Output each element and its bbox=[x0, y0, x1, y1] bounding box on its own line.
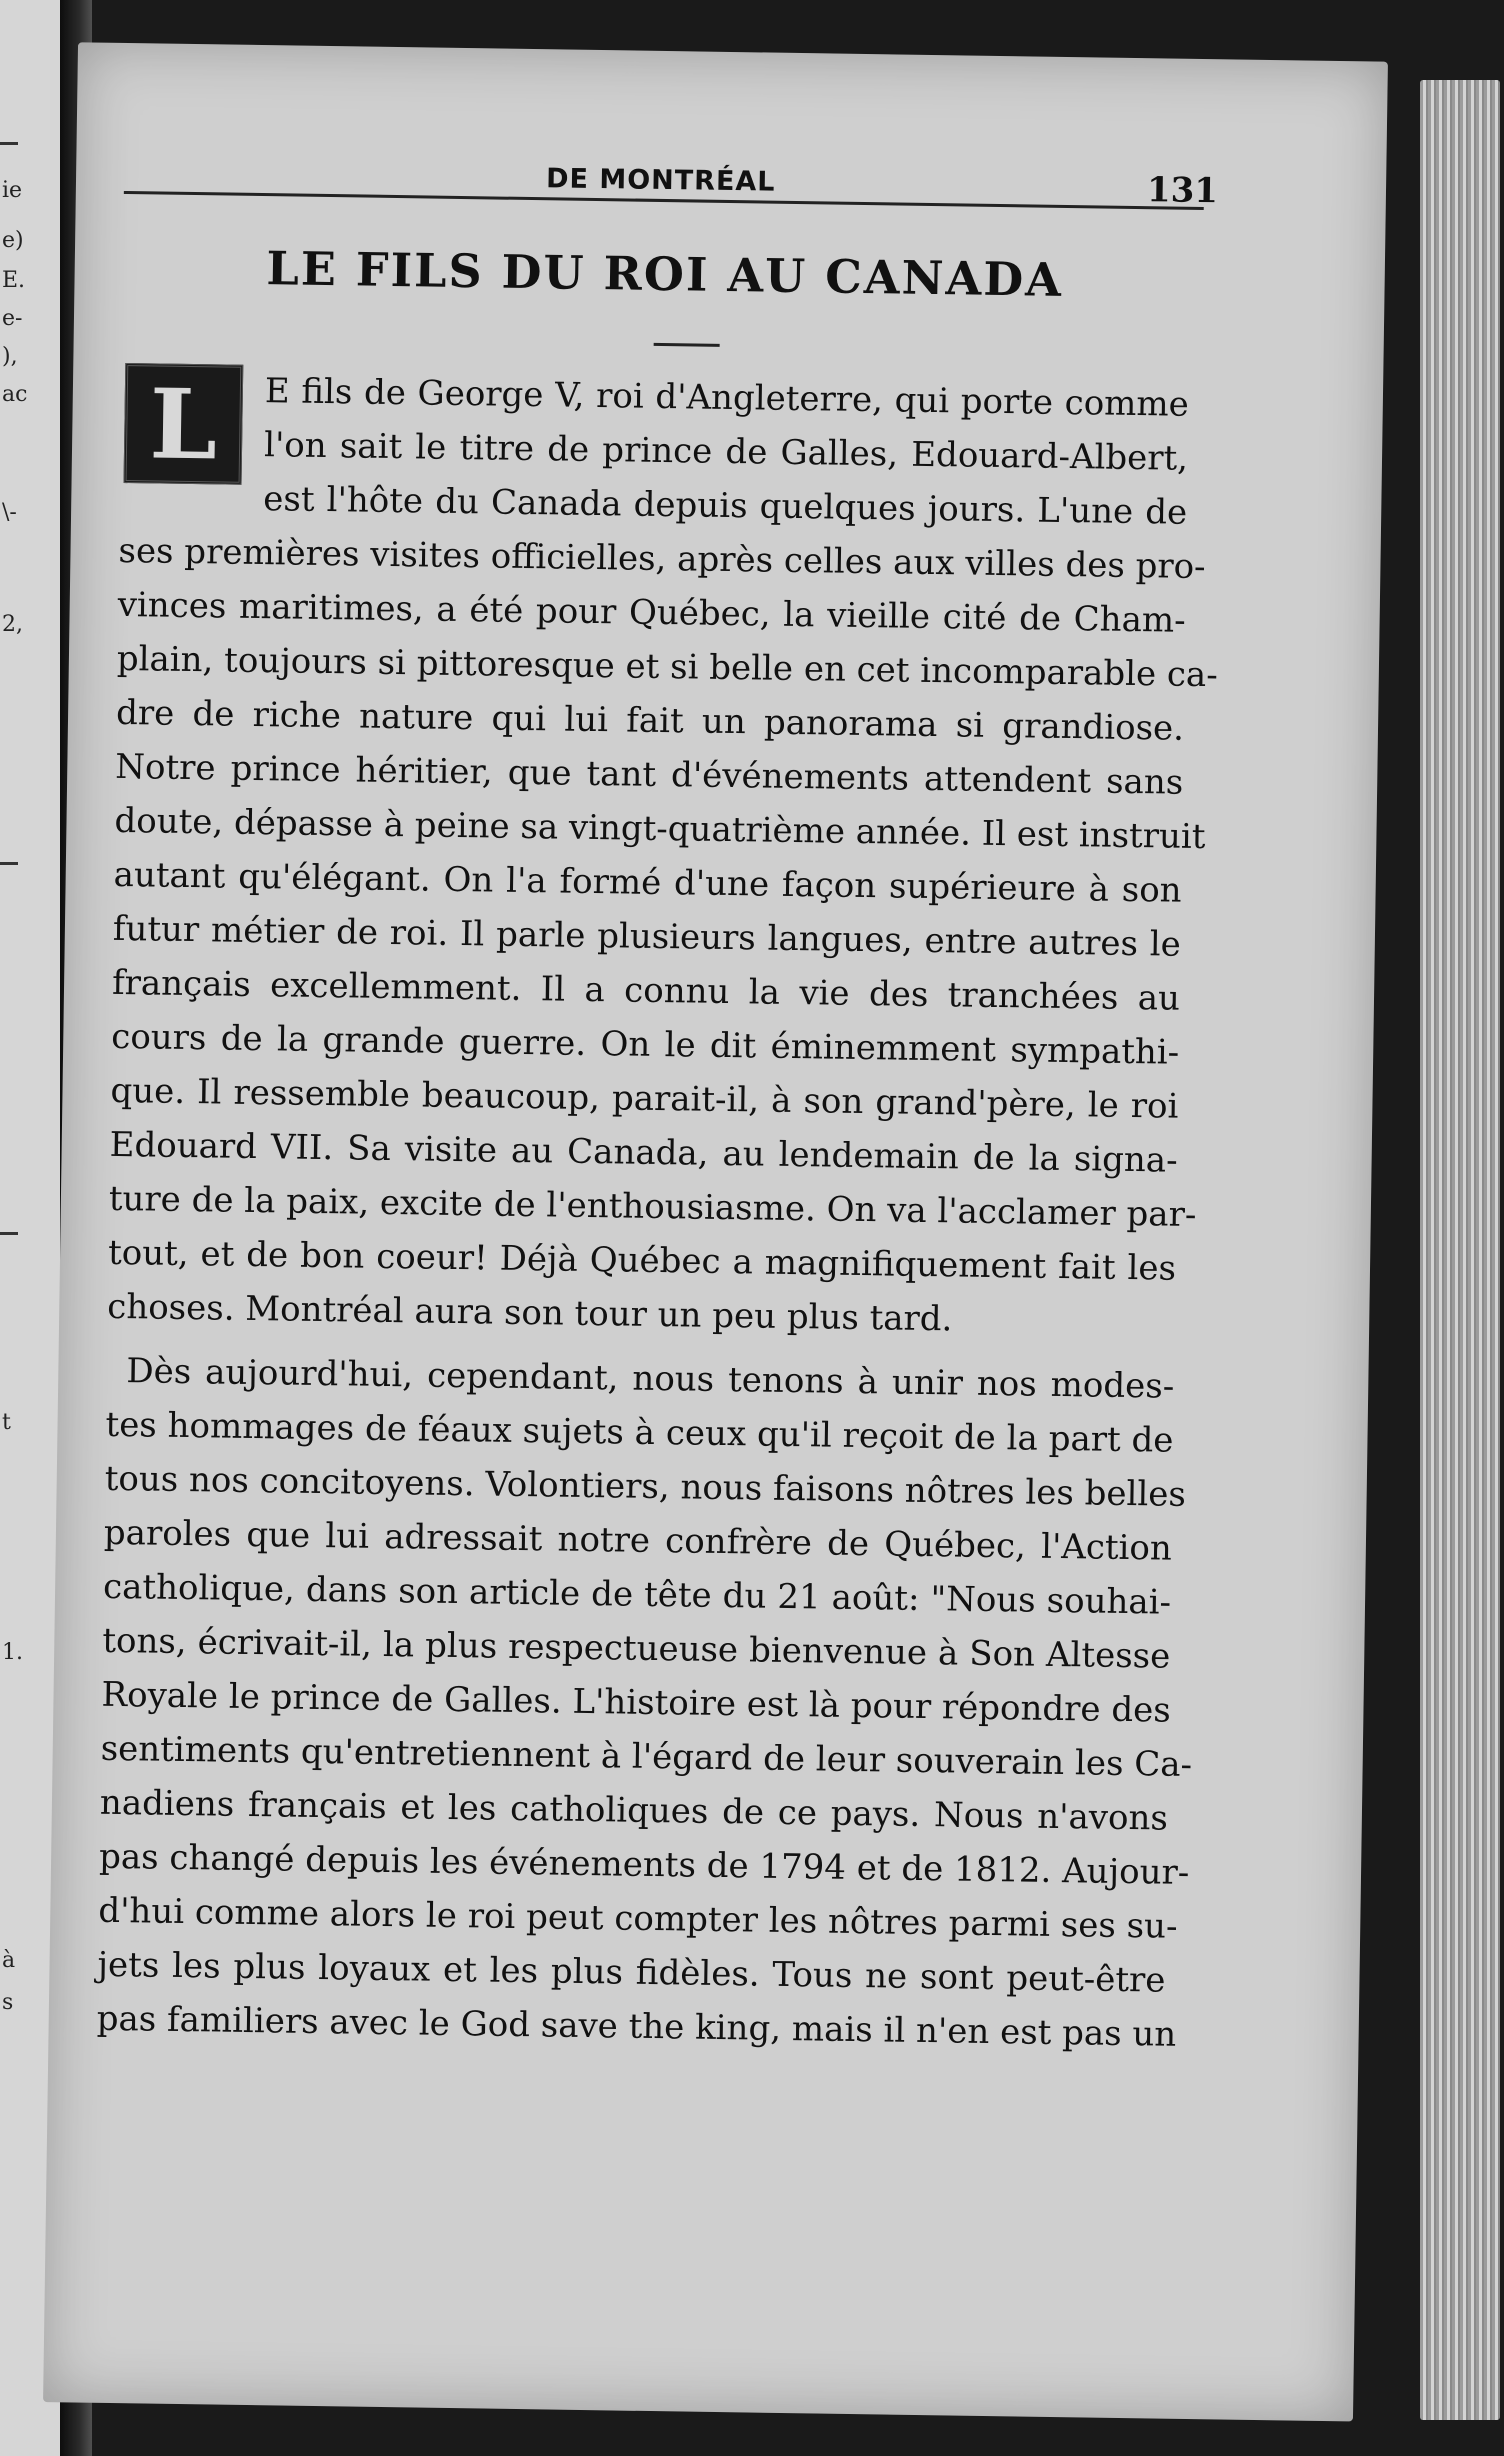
text-line: autant qu'élégant. On l'a formé d'une façon supérieure à son bbox=[113, 854, 1182, 911]
text-line: pas changé depuis les événements de 1794 et de 1812. Aujour- bbox=[98, 1836, 1190, 1893]
page-number: 131 bbox=[1146, 170, 1219, 212]
text-line: catholique, dans son article de tête du 21 août: "Nous souhai- bbox=[102, 1566, 1172, 1623]
adjacent-page-rule bbox=[0, 1232, 18, 1235]
adjacent-page-fragment: t bbox=[2, 1410, 11, 1435]
article-body bbox=[43, 42, 1388, 2421]
adjacent-page-fragment: 1. bbox=[2, 1640, 23, 1665]
text-line: est l'hôte du Canada depuis quelques jours. L'une de bbox=[263, 479, 1188, 533]
text-line: jets les plus loyaux et les plus fidèles. Tous ne sont peut-être bbox=[97, 1944, 1166, 2001]
page-stack-edge bbox=[1420, 80, 1500, 2420]
text-line: Royale le prince de Galles. L'histoire est là pour répondre des bbox=[101, 1674, 1172, 1731]
adjacent-page-fragment: e- bbox=[2, 306, 23, 331]
adjacent-page-rule bbox=[0, 862, 18, 865]
text-line: d'hui comme alors le roi peut compter les nôtres parmi ses su- bbox=[98, 1890, 1178, 1947]
adjacent-page-fragment: s bbox=[2, 1990, 14, 2015]
adjacent-page-rule bbox=[0, 142, 18, 145]
text-line: ture de la paix, excite de l'enthousiasme. On va l'acclamer par- bbox=[108, 1178, 1197, 1235]
text-line: Dès aujourd'hui, cependant, nous tenons à unir nos modes- bbox=[126, 1351, 1175, 1407]
adjacent-page-fragment: ie bbox=[2, 178, 23, 203]
adjacent-page-fragment: 2, bbox=[2, 612, 23, 637]
text-line: ses premières visites officielles, après celles aux villes des pro- bbox=[118, 530, 1206, 588]
text-line: l'on sait le titre de prince de Galles, Edouard-Albert, bbox=[263, 425, 1189, 479]
drop-cap-initial: L bbox=[124, 363, 244, 485]
adjacent-page-fragment: \- bbox=[2, 500, 17, 525]
text-line: doute, dépasse à peine sa vingt-quatrième année. Il est instruit bbox=[114, 800, 1206, 858]
text-line: pas familiers avec le God save the king, mais il n'en est pas un bbox=[96, 1998, 1177, 2055]
text-line: tes hommages de féaux sujets à ceux qu'il reçoit de la part de bbox=[105, 1404, 1174, 1461]
text-line: vinces maritimes, a été pour Québec, la vieille cité de Cham- bbox=[117, 584, 1186, 641]
text-line: sentiments qu'entretiennent à l'égard de leur souverain les Ca- bbox=[100, 1728, 1193, 1785]
text-line: plain, toujours si pittoresque et si belle en cet incomparable ca- bbox=[116, 638, 1219, 696]
text-line: Notre prince héritier, que tant d'événements attendent sans bbox=[115, 746, 1184, 803]
text-line: futur métier de roi. Il parle plusieurs langues, entre autres le bbox=[112, 908, 1182, 965]
book-page bbox=[43, 42, 1388, 2421]
text-line: tons, écrivait-il, la plus respectueuse bienvenue à Son Altesse bbox=[102, 1620, 1171, 1677]
adjacent-page-fragment: e) bbox=[2, 228, 24, 253]
text-line: paroles que lui adressait notre confrère de Québec, l'Action bbox=[103, 1512, 1173, 1569]
text-line: dre de riche nature qui lui fait un panorama si grandiose. bbox=[115, 692, 1185, 749]
adjacent-page-fragment: à bbox=[2, 1948, 16, 1973]
text-line: Edouard VII. Sa visite au Canada, au lendemain de la signa- bbox=[109, 1124, 1178, 1181]
text-line: français excellemment. Il a connu la vie des tranchées au bbox=[111, 962, 1181, 1019]
text-line: tous nos concitoyens. Volontiers, nous faisons nôtres les belles bbox=[104, 1458, 1187, 1515]
running-title: DE MONTRÉAL bbox=[545, 163, 776, 198]
text-line: tout, et de bon coeur! Déjà Québec a magnifiquement fait les bbox=[107, 1232, 1177, 1289]
article-title: LE FILS DU ROI AU CANADA bbox=[266, 241, 1064, 307]
text-line: E fils de George V, roi d'Angleterre, qui porte comme bbox=[264, 371, 1190, 425]
text-line: que. Il ressemble beaucoup, parait-il, à son grand'père, le roi bbox=[110, 1070, 1179, 1127]
adjacent-page-fragment: ), bbox=[2, 344, 18, 369]
adjacent-page-fragment: E. bbox=[2, 268, 26, 293]
text-line: nadiens français et les catholiques de ce pays. Nous n'avons bbox=[99, 1782, 1169, 1839]
adjacent-page-fragment: ac bbox=[2, 382, 28, 407]
text-line: cours de la grande guerre. On le dit éminemment sympathi- bbox=[111, 1016, 1180, 1073]
text-line: choses. Montréal aura son tour un peu plus tard. bbox=[107, 1286, 953, 1340]
